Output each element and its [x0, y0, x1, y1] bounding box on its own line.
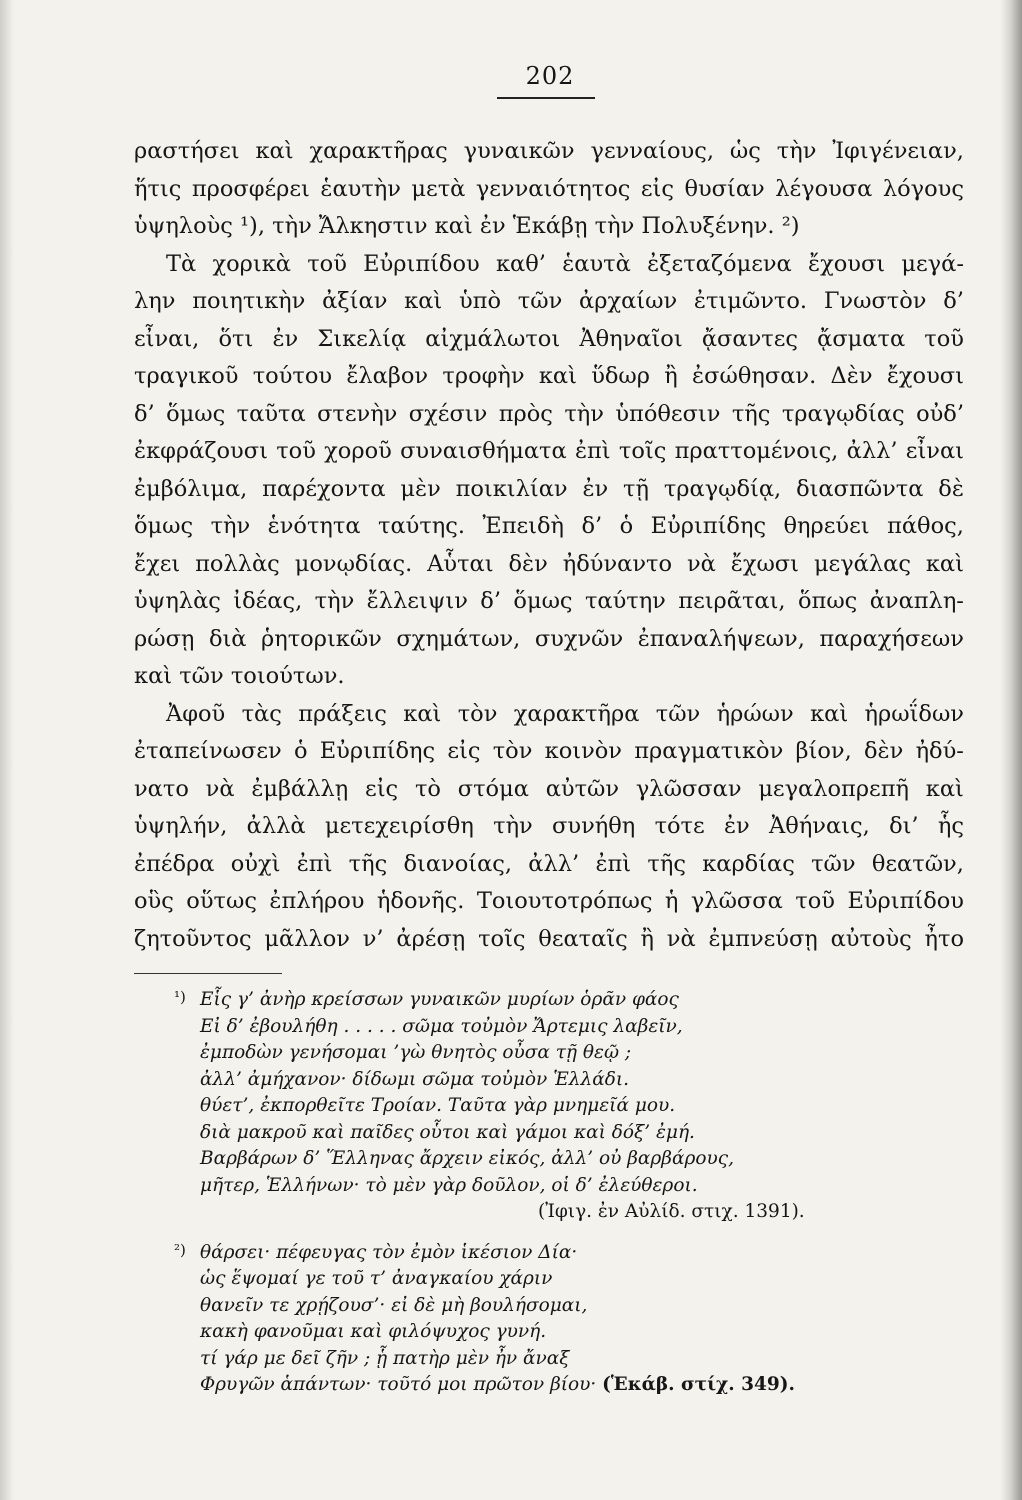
word: τὴν: [493, 813, 533, 839]
verse-line: Φρυγῶν ἁπάντων· τοῦτό μοι πρῶτον βίου·: [200, 1374, 597, 1395]
word: τραγικοῦ: [134, 363, 239, 389]
word: τῆς: [348, 850, 388, 877]
word: ταύτην: [584, 588, 666, 614]
word: αὐτοὺς: [830, 925, 912, 952]
word: ταύτης.: [378, 513, 466, 539]
footnote-rule: [134, 973, 282, 974]
word: ἠδύναντο: [562, 550, 672, 577]
word: στενὴν: [317, 400, 398, 427]
word: ἀναπλη-: [869, 588, 964, 614]
word: ἐπὶ: [574, 438, 611, 464]
verse-line: ἐμποδὼν γενήσομαι ’γὼ θνητὸς οὖσα τῇ θεῷ ;: [200, 1042, 632, 1063]
word: ἔχουσι: [886, 363, 964, 389]
word: θηρεύει: [783, 513, 870, 539]
word: ζητοῦντος: [134, 925, 252, 952]
verse-line: τί γάρ με δεῖ ζῆν ; ᾗ πατὴρ μὲν ἦν ἄναξ: [200, 1347, 570, 1369]
word: λέγουσα: [775, 175, 873, 202]
footnote-marker: ²): [174, 1240, 186, 1259]
word: ἐκφράζουσι: [134, 438, 268, 464]
word: γυναικῶν: [463, 138, 575, 164]
word: τῶν: [517, 288, 563, 314]
word: τοῦ: [924, 325, 964, 352]
word: ἐν: [272, 325, 299, 352]
word: δὲν: [864, 738, 904, 764]
word: ἐμβόλιμα,: [134, 475, 248, 502]
word: ἀξίαν: [322, 288, 388, 314]
word: ὅτι: [218, 325, 254, 352]
word: ὅπως: [798, 588, 858, 614]
footnote-2: [174, 1240, 900, 1399]
word: Τοιουτοτρόπως: [476, 888, 653, 914]
word: ραστήσει: [134, 138, 240, 164]
word: τοῖς: [478, 925, 526, 952]
text-line: [134, 171, 964, 209]
word: μὲν: [400, 475, 441, 502]
word: ὡς: [729, 138, 761, 164]
word: ποικιλίαν: [455, 475, 568, 502]
text-line: [134, 283, 964, 321]
word: γενναίους,: [590, 138, 714, 164]
word: ἑνότητα: [267, 513, 361, 539]
word: ἐμβάλλῃ: [251, 775, 349, 802]
word: ἐτιμῶντο.: [693, 288, 808, 314]
verse-line: Εἰ δ’ ἐβουλήθη . . . . . σῶμα τοὐμὸν Ἄρτεμις λαβεῖν,: [200, 1015, 683, 1037]
word: ὁ: [293, 738, 308, 764]
word: τῆς: [647, 850, 686, 877]
word: συναισθήματα: [400, 438, 567, 464]
word: τῇ: [623, 475, 649, 502]
word: πάθος,: [887, 513, 964, 539]
word: νὰ: [666, 925, 696, 952]
word: γενναιότητος: [475, 175, 631, 202]
word: Τὰ: [166, 250, 197, 277]
word: τότε: [654, 813, 705, 839]
word: τὸν: [457, 700, 498, 727]
word: Ἀθήναις,: [769, 813, 870, 839]
footnotes: [174, 987, 900, 1399]
word: ἐπέδρα: [134, 850, 215, 877]
word: τὴν: [210, 513, 251, 539]
word: ἐπαναλήψεων,: [637, 625, 805, 652]
word: συνήθη: [552, 813, 636, 839]
word: Γνωστὸν: [823, 288, 927, 314]
text-line: [134, 733, 964, 771]
word: τὸ: [414, 775, 441, 802]
word: νατο: [134, 775, 189, 802]
word: ἀλλὰ: [246, 813, 306, 839]
verse-line: θάρσει· πέφευγας τὸν ἐμὸν ἱκέσιον Δία·: [200, 1241, 578, 1263]
word: ἐξεταζόμενα: [647, 250, 792, 277]
word: ἀλλ’: [846, 438, 898, 464]
word: εἰς: [447, 738, 481, 764]
word: ὑψηλὰς: [134, 588, 221, 614]
verse-line: διὰ μακροῦ καὶ παῖδες οὗτοι καὶ γάμοι καὶ δόξ’ ἐμή.: [200, 1121, 695, 1143]
word: θεατῶν,: [871, 850, 964, 877]
word: ρώσῃ: [134, 625, 195, 652]
word: Εὐριπίδης: [319, 738, 436, 764]
word: καρδίας: [702, 850, 795, 877]
word: κοινὸν: [544, 738, 622, 764]
text-line: [134, 321, 964, 359]
word: οὕτως: [186, 888, 257, 914]
word: δὲ: [938, 475, 964, 502]
word: διὰ: [208, 625, 247, 652]
word: δι’: [889, 813, 919, 839]
word: πρὸς: [498, 400, 553, 427]
word: ἐταπείνωσεν: [134, 738, 282, 764]
word: οὐδ’: [916, 400, 964, 427]
word: συχνῶν: [534, 625, 624, 652]
word: σχημάτων,: [396, 625, 521, 652]
word: ἢ: [664, 363, 678, 389]
footnote-1: [174, 987, 900, 1226]
word: παραχήσεων: [819, 625, 964, 652]
word: καὶ: [810, 700, 849, 727]
word: ᾄσματα: [817, 325, 906, 352]
word: ὕδωρ: [591, 363, 650, 389]
verse-line: Εἷς γ’ ἀνὴρ κρείσσων γυναικῶν μυρίων ὁρᾶν φάος: [200, 989, 679, 1010]
word: καὶ: [925, 550, 964, 577]
verse-line: ἀλλ’ ἀμήχανον· δίδωμι σῶμα τοὐμὸν Ἑλλάδι.: [200, 1068, 629, 1090]
word: ῥητορικῶν: [261, 625, 382, 652]
word: τῆς: [731, 400, 771, 427]
verse-line: μῆτερ, Ἑλλήνων· τὸ μὲν γὰρ δοῦλον, οἱ δ’ ἐλεύθεροι.: [200, 1174, 698, 1196]
word: ὑπόθεσιν: [615, 400, 721, 427]
word: παρέχοντα: [262, 475, 386, 502]
word: χορικὰ: [212, 250, 291, 277]
word: γλῶσσαν: [635, 775, 742, 802]
word: ἠδύ-: [915, 738, 964, 764]
word: νὰ: [205, 775, 235, 802]
word: ν’: [362, 925, 384, 952]
word: μεγά-: [901, 250, 964, 277]
word: ἀρέσῃ: [396, 925, 466, 952]
footnote-citation: (Ἑκάβ. στίχ. 349).: [602, 1374, 795, 1395]
word: Εὐριπίδου: [847, 888, 964, 914]
text-line: [134, 546, 964, 584]
word: εἰς: [640, 175, 674, 202]
word: τὴν: [776, 138, 817, 164]
verse-line: θύετ’, ἐκπορθεῖτε Τροίαν. Ταῦτα γὰρ μνημεῖά μου.: [200, 1095, 676, 1116]
word: πειρᾶται,: [678, 588, 786, 614]
word: προσφέρει: [191, 175, 310, 202]
word: ἡρωΐδων: [864, 700, 964, 727]
word: Δὲν: [830, 363, 873, 389]
word: Εὐριπίδης: [650, 513, 767, 539]
word: ἦτο: [924, 925, 964, 952]
word: καὶ: [538, 363, 577, 389]
word: σχέσιν: [408, 400, 488, 427]
word: Ἐπειδὴ: [482, 513, 564, 539]
word: εἶναι,: [134, 325, 200, 352]
word: τοῦ: [307, 250, 347, 277]
word: ταῦτα: [236, 400, 306, 427]
word: μετεχειρίσθη: [324, 813, 474, 839]
footnote-marker: ¹): [174, 988, 186, 1006]
word: ἑαυτὴν: [320, 175, 401, 202]
word: δ’: [480, 588, 501, 614]
word: λόγους: [882, 175, 964, 202]
word: ἀλλ’: [528, 850, 580, 877]
word: μεγαλοπρεπῆ: [758, 775, 909, 802]
word: τὴν: [564, 400, 604, 427]
word: ἡ: [664, 888, 679, 914]
text-line: ὑψηλοὺς ¹), τὴν Ἄλκηστιν καὶ ἐν Ἑκάβῃ τὴν Πολυξένην. ²): [134, 213, 800, 239]
word: χαρακτῆρας: [309, 138, 448, 164]
word: γλῶσσα: [690, 888, 783, 914]
verse-line: θανεῖν τε χρῄζουσ’· εἰ δὲ μὴ βουλήσομαι,: [200, 1294, 588, 1316]
word: Ἰφιγένειαν,: [832, 138, 964, 164]
text-line: [134, 433, 964, 471]
word: τοῦ: [795, 888, 835, 914]
word: τὰς: [241, 700, 282, 727]
text-line: [134, 771, 964, 809]
word: τούτου: [252, 363, 333, 389]
word: λην: [134, 288, 176, 314]
page-edge-right: [1000, 0, 1022, 1500]
word: μεγάλας: [813, 550, 911, 577]
word: ἡδονῆς.: [376, 888, 465, 914]
word: τὴν: [314, 588, 355, 614]
text-line: [134, 246, 964, 284]
word: Αὗται: [427, 550, 494, 577]
main-text: [134, 133, 964, 958]
word: θυσίαν: [684, 175, 765, 202]
word: διανοίας,: [403, 850, 513, 877]
verse-line: ὡς ἕψομαί γε τοῦ τ’ ἀναγκαίου χάριν: [200, 1268, 553, 1289]
text-line: καὶ τῶν τοιούτων.: [134, 663, 345, 689]
word: ὑψηλήν,: [134, 813, 228, 839]
word: χαρακτῆρα: [513, 700, 640, 727]
page-number: 202: [525, 62, 575, 90]
text-line: [134, 621, 964, 659]
text-line: [134, 396, 964, 434]
word: εἰς: [365, 775, 399, 802]
word: ὅμως: [513, 588, 573, 614]
verse-line: κακὴ φανοῦμαι καὶ φιλόψυχος γυνή.: [200, 1321, 547, 1342]
word: ἧς: [937, 813, 964, 839]
word: αἰχμάλωτοι: [425, 325, 561, 352]
word: τοῦ: [276, 438, 316, 464]
word: Ἀθηναῖοι: [579, 325, 683, 352]
word: καὶ: [404, 288, 443, 314]
word: τῶν: [655, 700, 701, 727]
word: δ’: [943, 288, 964, 314]
word: πολλὰς: [195, 550, 280, 577]
word: καὶ: [925, 775, 964, 802]
word: δ’: [581, 513, 603, 539]
word: τὸν: [492, 738, 533, 764]
word: ἔλλειψιν: [366, 588, 468, 614]
word: καθ’: [495, 250, 546, 277]
word: αὐτῶν: [545, 775, 620, 802]
word: οὐχὶ: [230, 850, 281, 877]
word: ὁ: [619, 513, 634, 539]
page-edge-left: [0, 0, 14, 1500]
text-line: [134, 921, 964, 959]
text-line: [134, 808, 964, 846]
footnote-citation: (Ἰφιγ. ἐν Αὐλίδ. στιχ. 1391).: [538, 1201, 805, 1222]
word: μετὰ: [411, 175, 466, 202]
word: ἐν: [582, 475, 609, 502]
word: ἐπὶ: [296, 850, 333, 877]
word: μονῳδίας.: [294, 550, 413, 577]
word: χοροῦ: [324, 438, 392, 464]
text-line: [134, 471, 964, 509]
word: δὲν: [508, 550, 548, 577]
word: τροφὴν: [442, 363, 525, 389]
word: ἔχουσι: [808, 250, 886, 277]
word: ὅμως: [166, 400, 226, 427]
word: οὓς: [134, 888, 174, 914]
word: ἰδέας,: [233, 588, 303, 614]
word: ὅμως: [134, 513, 194, 539]
word: τοῖς: [618, 438, 667, 464]
word: πραττομένοις,: [674, 438, 839, 464]
word: ἐμπνεύσῃ: [708, 925, 818, 952]
word: νὰ: [686, 550, 716, 577]
word: τραγῳδίας: [781, 400, 905, 427]
word: ᾄσαντες: [701, 325, 798, 352]
word: ἡρώων: [716, 700, 794, 727]
word: πραγματικὸν: [634, 738, 784, 764]
text-line: [134, 883, 964, 921]
text-line: [134, 508, 964, 546]
text-line: [134, 133, 964, 171]
text-line: [134, 583, 964, 621]
word: Σικελίᾳ: [317, 325, 407, 352]
word: ἐπὶ: [595, 850, 632, 877]
word: ἔχει: [134, 550, 181, 577]
word: Εὐριπίδου: [363, 250, 480, 277]
word: καὶ: [255, 138, 294, 164]
word: πράξεις: [298, 700, 387, 727]
word: στόμα: [457, 775, 529, 802]
text-line: [134, 696, 964, 734]
word: ἔχωσι: [730, 550, 799, 577]
verse-line: Βαρβάρων δ’ Ἕλληνας ἄρχειν εἰκός, ἀλλ’ οὐ βαρβάρους,: [200, 1148, 734, 1169]
word: Ἀφοῦ: [166, 700, 226, 727]
word: καὶ: [403, 700, 442, 727]
word: ἔλαβον: [346, 363, 429, 389]
word: ὑπὸ: [459, 288, 502, 314]
word: ἐσώθησαν.: [692, 363, 817, 389]
word: βίον,: [795, 738, 852, 764]
word: ἥτις: [134, 175, 182, 202]
word: ἀρχαίων: [579, 288, 678, 314]
header-rule: [497, 97, 595, 99]
word: ἢ: [640, 925, 655, 952]
text-line: [134, 846, 964, 884]
word: δ’: [134, 400, 155, 427]
word: ποιητικὴν: [192, 288, 306, 314]
word: ἐν: [723, 813, 750, 839]
word: τῶν: [811, 850, 856, 877]
word: ἑαυτὰ: [562, 250, 631, 277]
word: μᾶλλον: [264, 925, 350, 952]
word: εἶναι: [905, 438, 964, 464]
text-line: [134, 358, 964, 396]
word: τραγῳδίᾳ,: [663, 475, 782, 502]
word: ἐπλήρου: [269, 888, 365, 914]
word: διασπῶντα: [796, 475, 924, 502]
word: θεαταῖς: [538, 925, 628, 952]
